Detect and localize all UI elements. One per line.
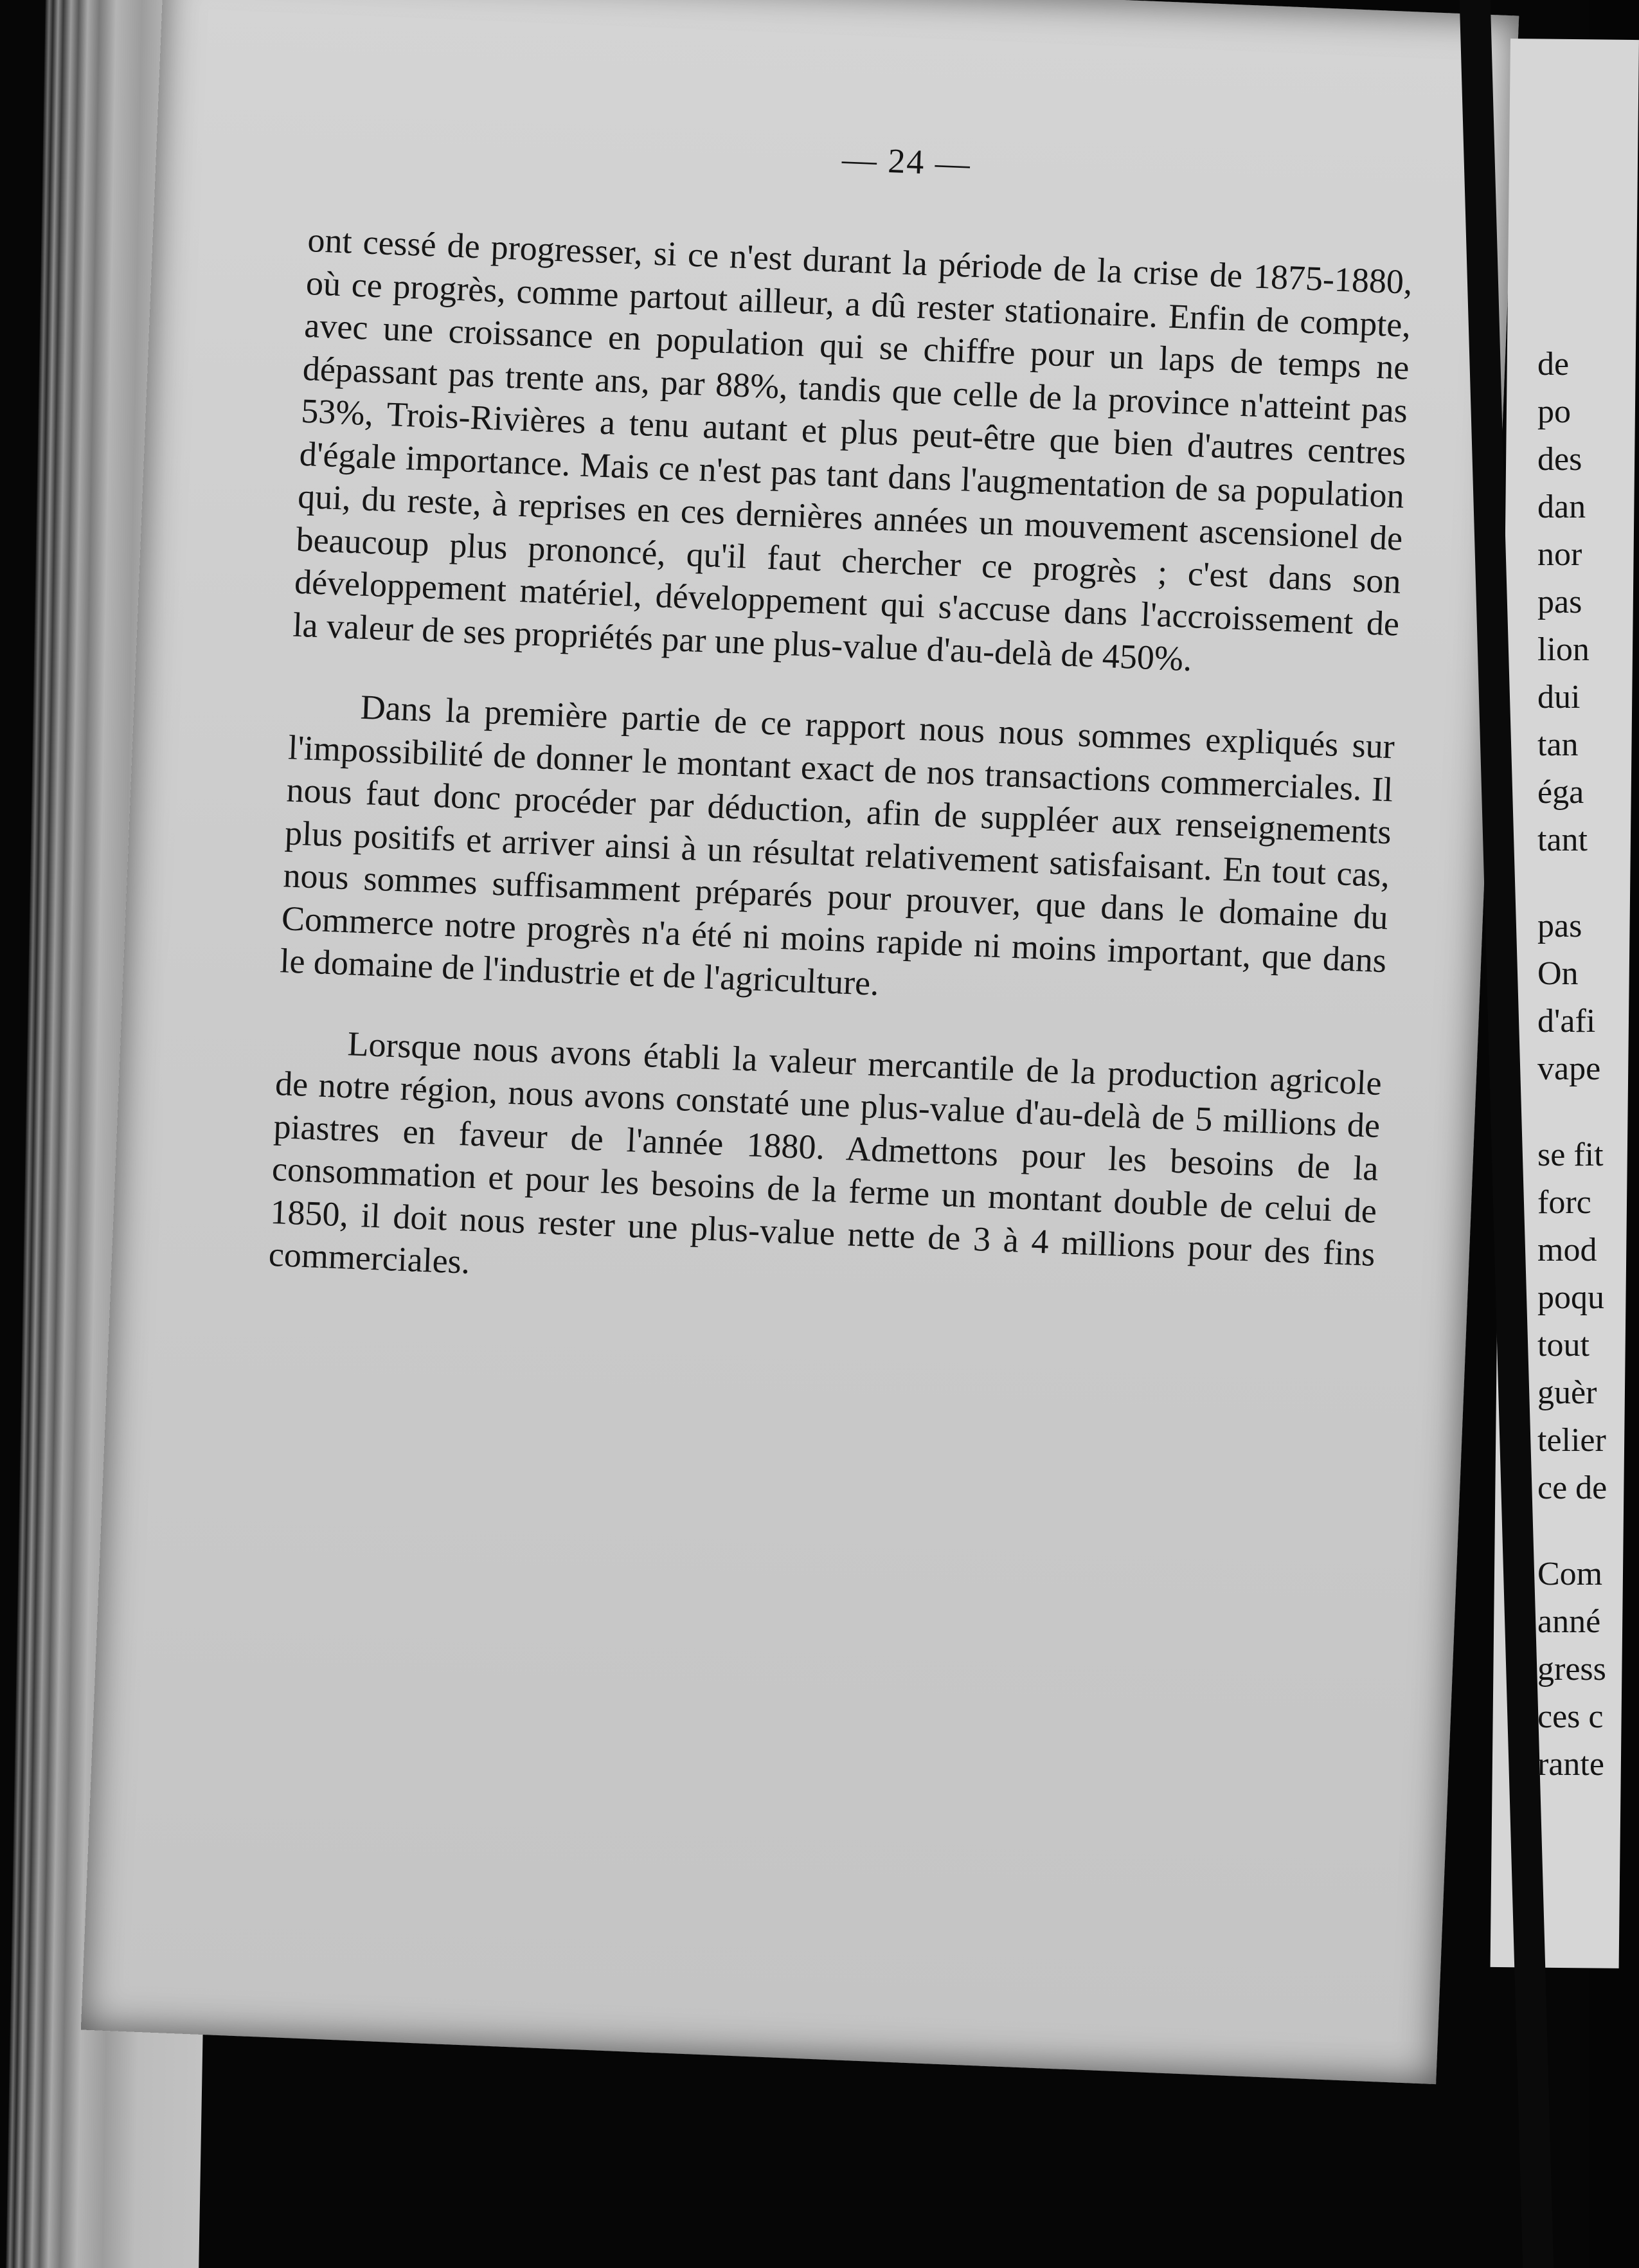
facing-line: lion <box>1537 631 1590 668</box>
facing-line: vape <box>1537 1050 1601 1087</box>
facing-page-text <box>1537 341 1608 1788</box>
facing-line: tout <box>1537 1327 1590 1364</box>
facing-line: ces c <box>1537 1698 1604 1735</box>
facing-line: des <box>1537 441 1582 478</box>
body-text <box>267 219 1413 1355</box>
facing-line: rante <box>1537 1746 1604 1783</box>
facing-line: se fit <box>1537 1137 1604 1173</box>
facing-line: guèr <box>1537 1374 1597 1411</box>
facing-line: de <box>1537 346 1570 382</box>
facing-line: gress <box>1537 1651 1606 1688</box>
facing-line: pas <box>1537 908 1582 944</box>
paragraph: Lorsque nous avons établi la valeur mercantile de la production agricole de notre région, nous avons constaté une plus-value d'au-delà de 5 millions de piastres en faveur de l'année 1880. Admettons pour les besoins de la consommation et pour les besoins de la ferme un montant double de celui de 1850, il doit nous rester une plus-value nette de 3 à 4 millions pour des fins commerciales. <box>267 1023 1383 1281</box>
facing-line: anné <box>1537 1603 1601 1640</box>
facing-line: forc <box>1537 1184 1591 1221</box>
facing-line: Com <box>1537 1556 1603 1592</box>
facing-line: dan <box>1537 489 1586 525</box>
facing-line: pas <box>1537 584 1582 620</box>
facing-line: poqu <box>1537 1279 1604 1316</box>
paragraph: Dans la première partie de ce rapport nous nous sommes expliqués sur l'impossibilité de donner le montant exact de nos transactions commerciales. Il nous faut donc procéder par déduction, afin de suppléer aux renseignements plus positifs et arriver ainsi à un résultat relativement satisfaisant. En tout cas, nous sommes suffisamment préparés pour prouver, que dans le domaine du Commerce notre progrès n'a été ni moins rapide ni moins important, que dans le domaine de l'industrie et de l'agriculture. <box>279 687 1395 1003</box>
facing-line: On <box>1537 955 1579 992</box>
facing-line: po <box>1537 393 1571 430</box>
facing-line: tan <box>1537 726 1579 763</box>
paragraph: ont cessé de progresser, si ce n'est durant la période de la crise de 1875-1880, où ce progrès, comme partout ailleur, a dû rester stationaire. Enfin de compte, avec une croissance en population qui se chiffre pour un laps de temps ne dépassant pas trente ans, par 88%, tandis que celle de la province n'atteint pas 53%, Trois-Rivières a tenu autant et plus peut-être que bien d'autres centres d'égale importance. Mais ce n'est pas tant dans l'augmentation de sa population qui, du reste, à reprises en ces dernières années un mouvement ascensionel de beaucoup plus prononcé, qu'il faut chercher ce progrès ; c'est dans son développement matériel, développement qui s'accuse dans l'accroissement de la valeur de ses propriétés par une plus-value d'au-delà de 450%. <box>292 220 1413 678</box>
facing-line: ce de <box>1537 1470 1608 1506</box>
facing-line: mod <box>1537 1232 1597 1268</box>
facing-line: tant <box>1537 822 1588 858</box>
facing-line: telier <box>1537 1422 1606 1459</box>
facing-line: dui <box>1537 679 1581 716</box>
facing-line: éga <box>1537 774 1584 811</box>
facing-line: d'afi <box>1537 1003 1596 1040</box>
facing-line: nor <box>1537 536 1582 573</box>
page-number: — 24 — <box>841 140 972 183</box>
